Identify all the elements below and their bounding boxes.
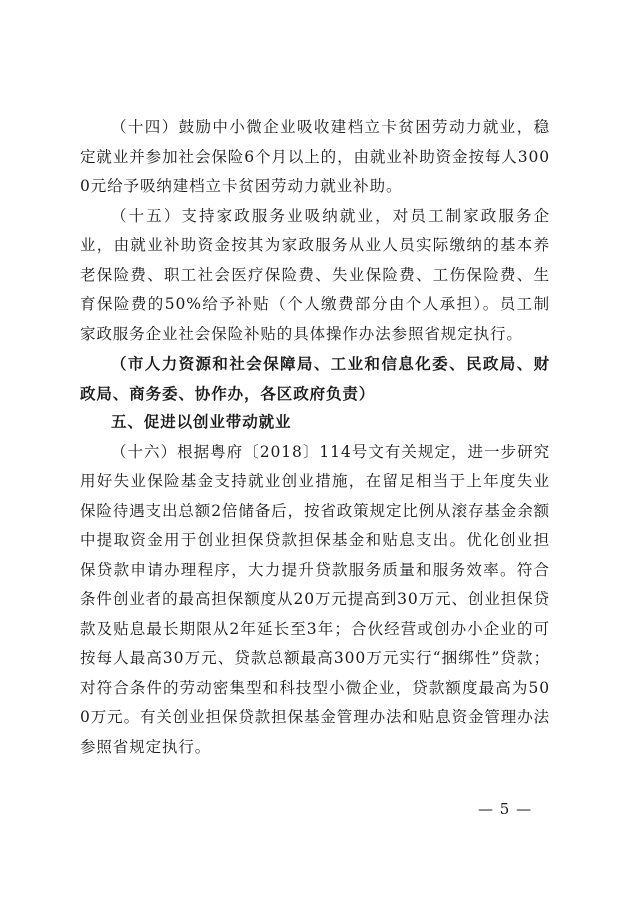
document-body [80, 113, 550, 762]
responsible-departments-note: （市人力资源和社会保障局、工业和信息化委、民政局、财政局、商务委、协作办，各区政府负责） [80, 354, 550, 403]
paragraph-14: （十四）鼓励中小微企业吸收建档立卡贫困劳动力就业，稳定就业并参加社会保险6个月以上的，由就业补助资金按每人3000元给予吸纳建档立卡贫困劳动力就业补助。 [80, 118, 550, 195]
paragraph-16: （十六）根据粤府〔2018〕114号文有关规定，进一步研究用好失业保险基金支持就业创业措施，在留足相当于上年度失业保险待遇支出总额2倍储备后，按省政策规定比例从滚存基金余额中提取资金用于创业担保贷款担保基金和贴息支出。优化创业担保贷款申请办理程序，大力提升贷款服务质量和服务效率。符合条件创业者的最高担保额度从20万元提高到30万元、创业担保贷款及贴息最长期限从2年延长至3年；合伙经营或创办小企业的可按每人最高30万元、贷款总额最高300万元实行“捆绑性”贷款；对符合条件的劳动密集型和科技型小微企业，贷款额度最高为500万元。有关创业担保贷款担保基金管理办法和贴息资金管理办法参照省规定执行。 [80, 442, 550, 756]
section-heading: 五、促进以创业带动就业 [111, 413, 292, 431]
page-number: — 5 — [478, 800, 533, 818]
paragraph-15: （十五）支持家政服务业吸纳就业，对员工制家政服务企业，由就业补助资金按其为家政服务从业人员实际缴纳的基本养老保险费、职工社会医疗保险费、失业保险费、工伤保险费、生育保险费的50%给予补贴（个人缴费部分由个人承担）。员工制家政服务企业社会保险补贴的具体操作办法参照省规定执行。 [80, 206, 550, 343]
